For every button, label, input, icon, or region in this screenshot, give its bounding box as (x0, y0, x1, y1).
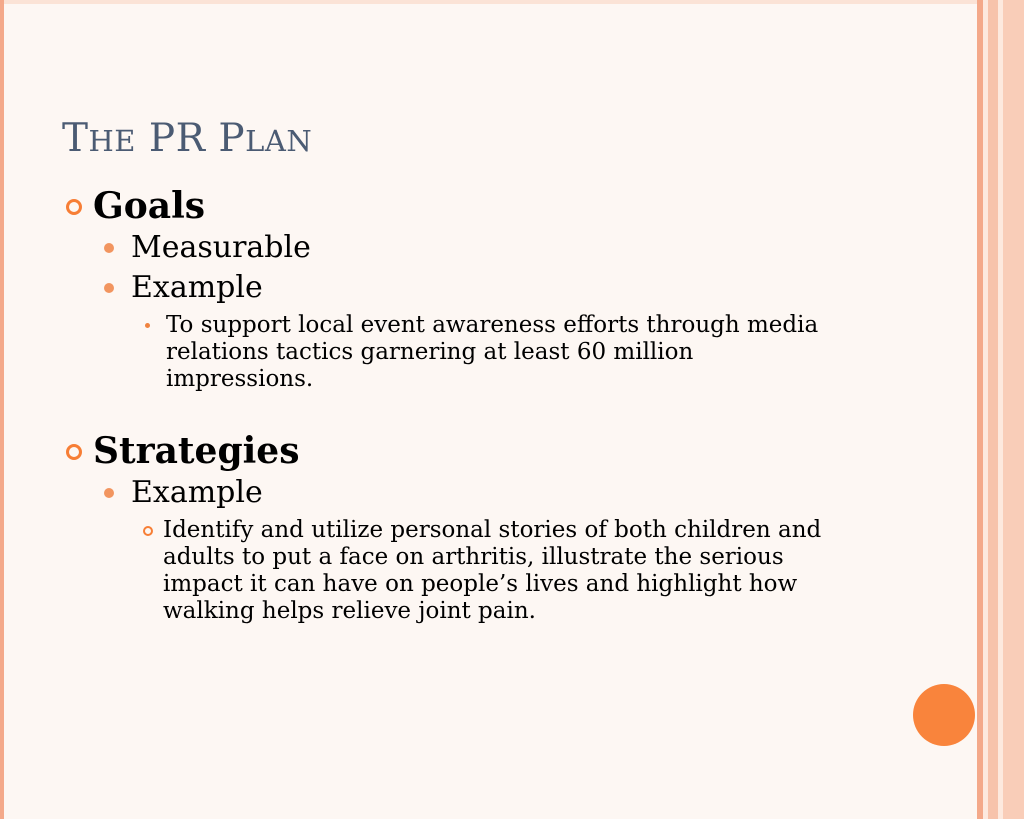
bullet-strategies (62, 430, 912, 473)
ring-bullet-icon (66, 199, 82, 215)
goals-heading: Goals (93, 185, 206, 227)
bullet-strategies-example (104, 473, 912, 513)
goals-example-text: To support local event awareness efforts through media relations tactics garnering at least 60 million impressions. (166, 312, 819, 393)
dot-bullet-icon (104, 283, 114, 293)
slide-body (62, 185, 912, 625)
decorative-stripe (988, 0, 998, 819)
dot-bullet-icon (104, 243, 114, 253)
title-initial: P (218, 116, 246, 161)
title-smallcaps: LAN (245, 124, 313, 158)
strategies-heading: Strategies (93, 430, 300, 473)
bullet-measurable (104, 228, 912, 268)
bullet-goals-example (104, 268, 912, 308)
decorative-circle (913, 684, 975, 746)
small-dot-bullet-icon (145, 323, 150, 328)
bullet-goals-example-text (142, 312, 842, 393)
slide-title (62, 116, 312, 161)
title-initial: T (62, 116, 89, 161)
strategies-example-text: Identify and utilize personal stories of both children and adults to put a face on arthritis, illustrate the serious impact it can have on people’s lives and highlight how walking helps relieve joint pain. (163, 517, 822, 625)
decorative-stripe (1003, 0, 1024, 819)
frame-top-border (0, 0, 980, 4)
ring-bullet-icon (66, 444, 82, 460)
title-middle: PR (135, 116, 219, 161)
small-ring-bullet-icon (143, 526, 153, 536)
bullet-strategies-example-text (142, 517, 842, 625)
frame-left-border (0, 0, 4, 819)
title-smallcaps: HE (88, 124, 136, 158)
measurable-label: Measurable (131, 230, 311, 266)
dot-bullet-icon (104, 488, 114, 498)
spacer (62, 393, 912, 430)
strategies-example-label: Example (131, 475, 263, 511)
goals-example-label: Example (131, 270, 263, 306)
bullet-goals (62, 185, 912, 228)
